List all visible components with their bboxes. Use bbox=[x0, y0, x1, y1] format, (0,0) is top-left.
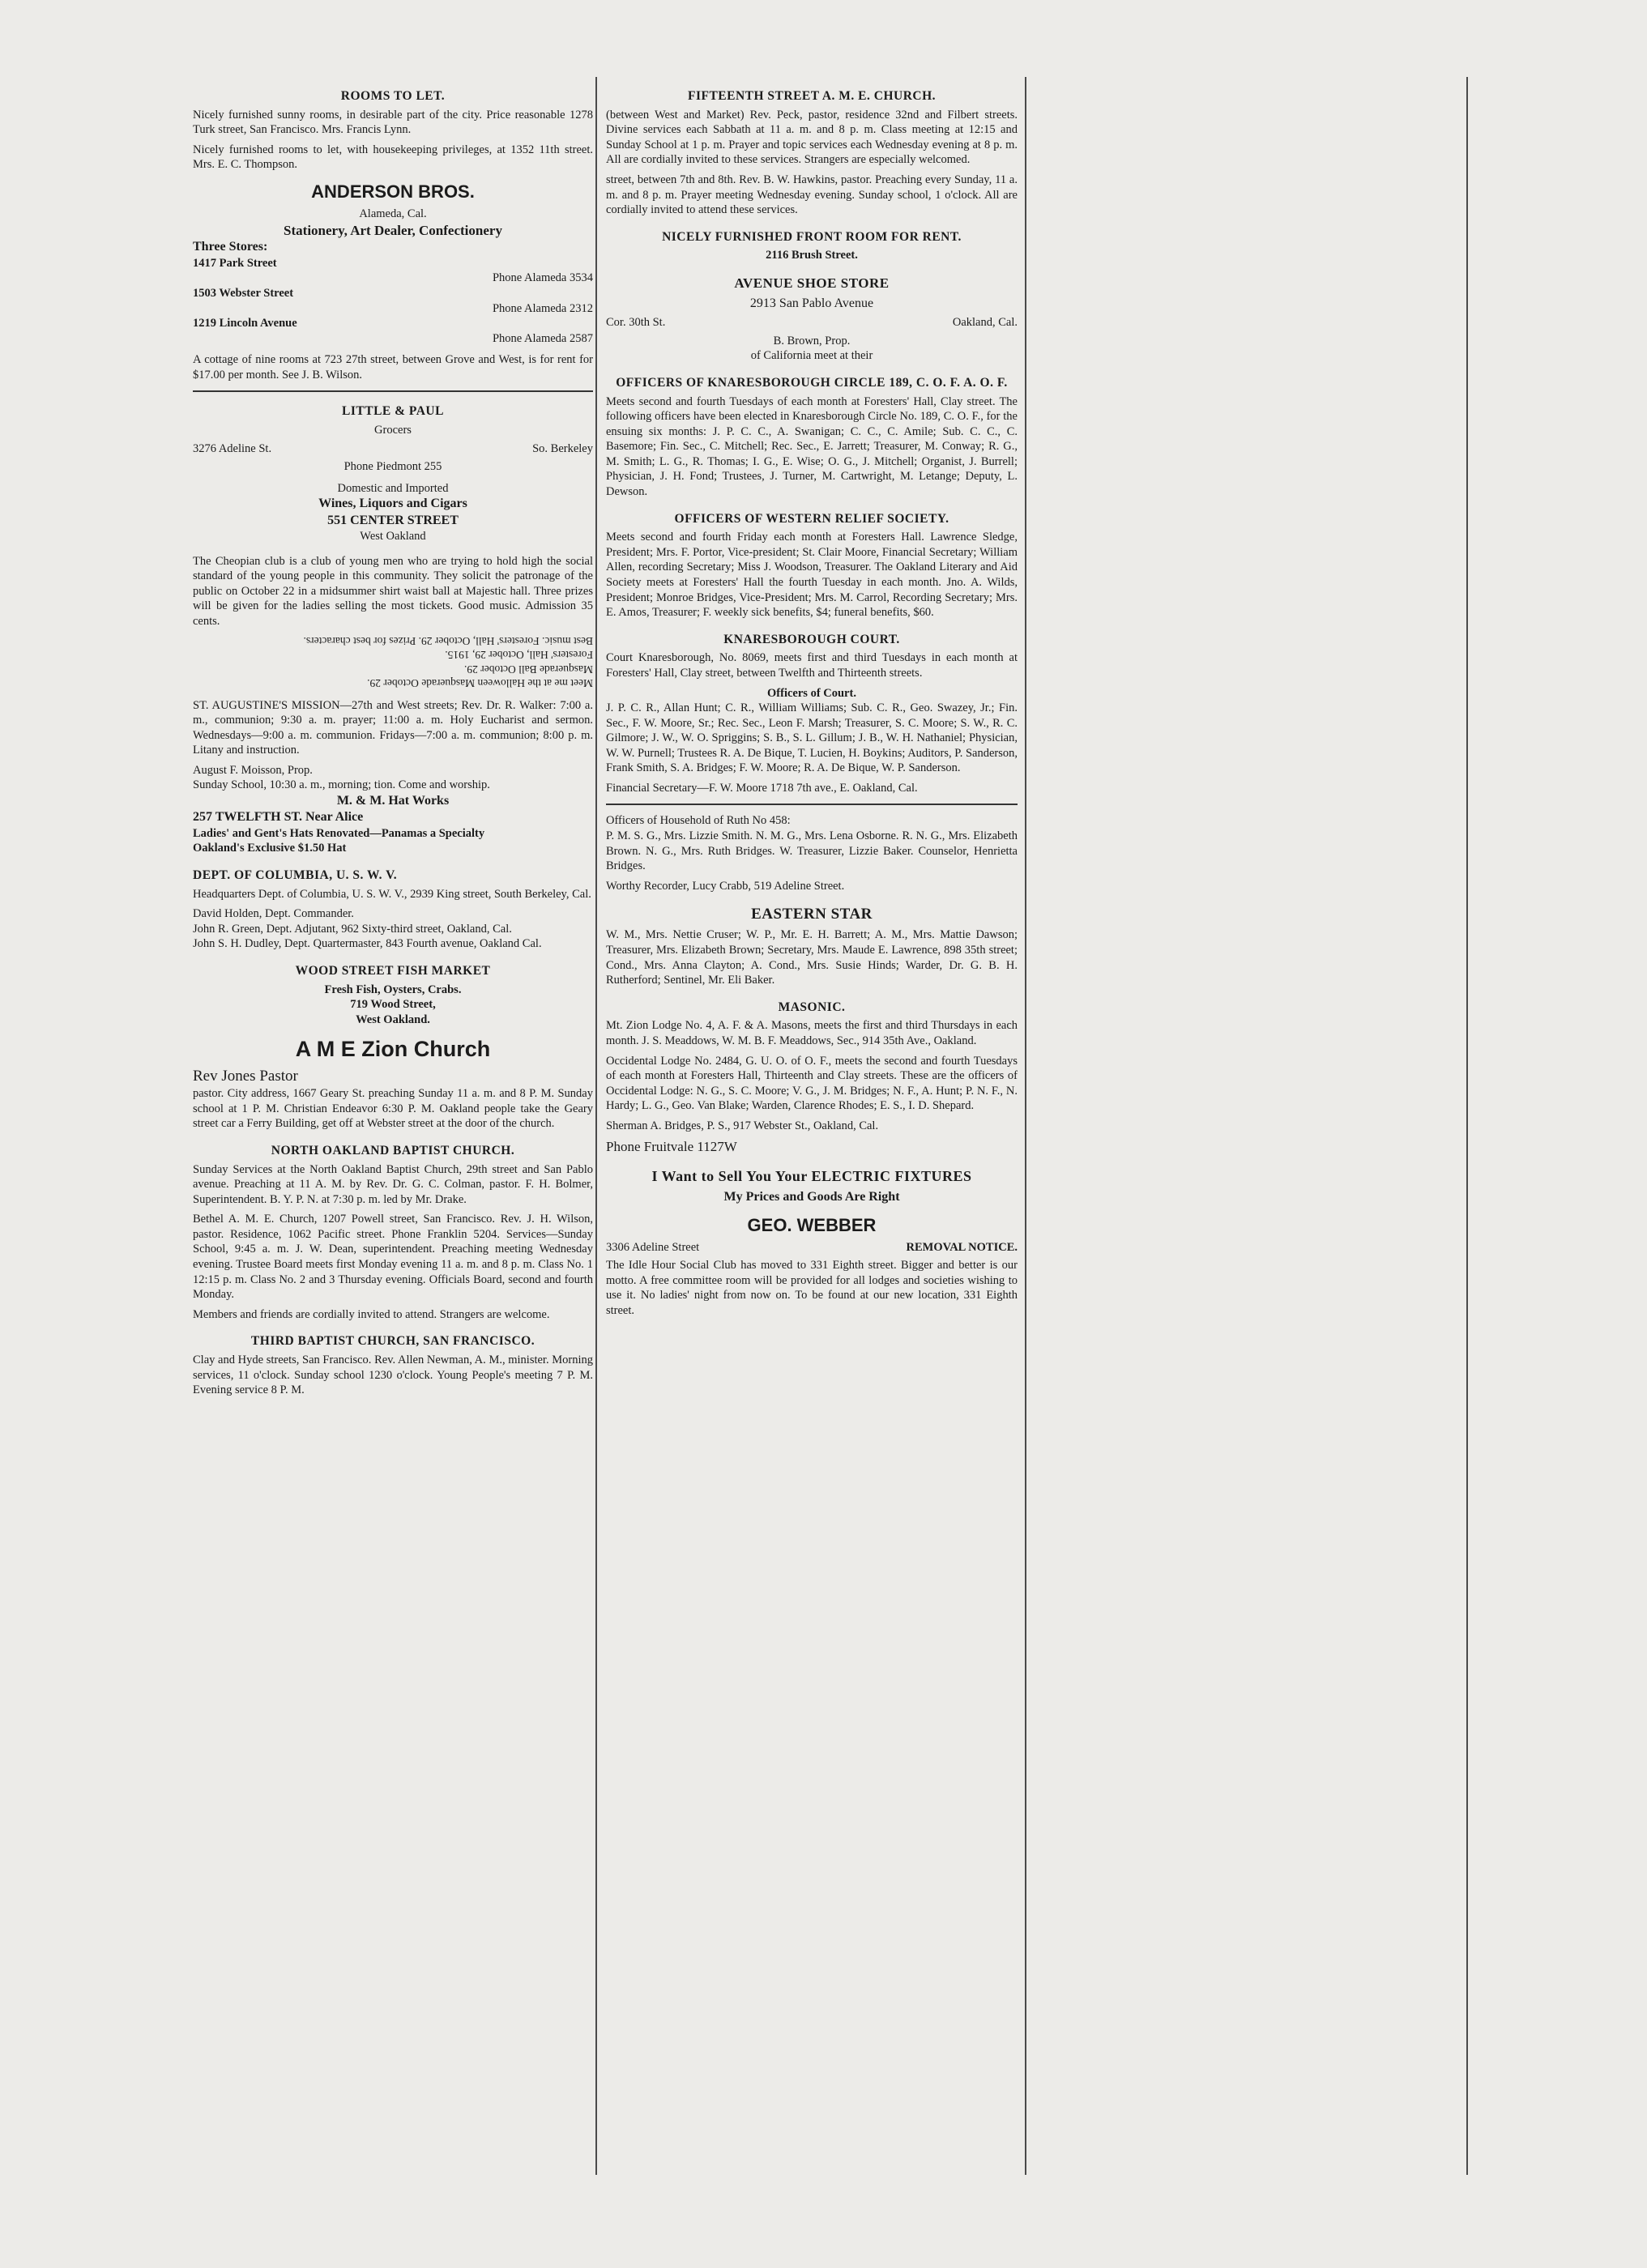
hawkins-text: street, between 7th and 8th. Rev. B. W. Hawkins, pastor. Preaching every Sunday, 11 a. m. and 8 p. m. Prayer meeting Wednesday evening. Sunday school, 1 o'clock. All are cordially invited to attend these services. bbox=[606, 173, 1018, 217]
ruth-list: P. M. S. G., Mrs. Lizzie Smith. N. M. G., Mrs. Lena Osborne. R. N. G., Mrs. Elizabeth Brown. N. G., Mrs. Ruth Bridges. W. Treasurer, Lizzie Baker. Counselor, Henrietta Bridges. bbox=[606, 829, 1018, 873]
masonic-text: Mt. Zion Lodge No. 4, A. F. & A. Masons, meets the first and third Thursdays in each month. J. S. Meaddows, W. M. B. F. Meaddows, Sec., 914 35th Ave., Oakland. bbox=[606, 1019, 1018, 1048]
anderson-title: ANDERSON BROS. bbox=[311, 181, 475, 202]
hats-address: 257 TWELFTH ST. Near Alice bbox=[193, 810, 364, 825]
ruth-title: Officers of Household of Ruth No 458: bbox=[606, 814, 791, 828]
three-stores: Three Stores: bbox=[193, 240, 268, 254]
idle-hour-text: The Idle Hour Social Club has moved to 331 Eighth street. Bigger and better is our motto. A free committee room will be provided for all lodges and societies wishing to use it. No ladies' night from now on. To be found at our new location, 331 Eighth street. bbox=[606, 1259, 1018, 1317]
nicely-title: NICELY FURNISHED FRONT ROOM FOR RENT. bbox=[662, 229, 962, 244]
cottage-ad: A cottage of nine rooms at 723 27th street, between Grove and West, is for rent for $17.00 per month. See J. B. Wilson. bbox=[193, 353, 593, 382]
third-text: Clay and Hyde streets, San Francisco. Rev. Allen Newman, A. M., minister. Morning services, 11 o'clock. Sunday school 1230 o'clock. Young People's meeting 7 P. M. Evening service 8 P. M. bbox=[193, 1354, 593, 1397]
webber-address: 3306 Adeline Street bbox=[606, 1240, 700, 1254]
fish-addr: 719 Wood Street, bbox=[350, 998, 436, 1012]
want-sub: My Prices and Goods Are Right bbox=[723, 1190, 900, 1204]
store-address: 1503 Webster Street bbox=[193, 287, 294, 301]
anderson-desc: Stationery, Art Dealer, Confectionery bbox=[284, 222, 502, 238]
fifteenth-text: (between West and Market) Rev. Peck, pastor, residence 32nd and Filbert streets. Divine services each Sabbath at 11 a. m. and 8 p. m. Class meeting at 12:15 and Sunday School at 1 p. m. Prayer and topic services each Wednesday evening at 8 p. m. All are cordially invited to these services. Strangers are especially welcomed. bbox=[606, 108, 1018, 167]
baptist-text: Sunday Services at the North Oakland Baptist Church, 29th street and San Pablo avenue. Preaching at 11 A. M. by Rev. Dr. G. C. Colman, pastor. F. H. Bolmer, Superintendent. B. Y. P. N. at 7:30 p. m. led by Mr. Drake. bbox=[193, 1162, 593, 1206]
holden: David Holden, Dept. Commander. bbox=[193, 907, 354, 921]
wines: Wines, Liquors and Cigars bbox=[318, 497, 467, 511]
third-title: THIRD BAPTIST CHURCH, SAN FRANCISCO. bbox=[250, 1334, 535, 1349]
little-paul-city: So. Berkeley bbox=[532, 441, 593, 455]
store-address: 1417 Park Street bbox=[193, 256, 277, 270]
rooms-ad: Nicely furnished sunny rooms, in desirable part of the city. Price reasonable 1278 Turk street, San Francisco. Mrs. Francis Lynn. bbox=[193, 108, 593, 137]
court-text: Court Knaresborough, No. 8069, meets first and third Tuesdays in each month at Foresters' Hall, Clay street, between Twelfth and Thirteenth streets. bbox=[606, 651, 1018, 680]
shoe-cor: Cor. 30th St. bbox=[606, 316, 666, 330]
shoe-prop: B. Brown, Prop. bbox=[773, 334, 851, 347]
center-street: 551 CENTER STREET bbox=[327, 513, 459, 527]
rooms-ad: Nicely furnished rooms to let, with housekeeping privileges, at 1352 11th street. Mrs. E. C. Thompson. bbox=[193, 143, 593, 172]
store-phone: Phone Alameda 2312 bbox=[492, 301, 593, 315]
hats-text: Ladies' and Gent's Hats Renovated—Panamas a Specialty bbox=[193, 826, 485, 840]
little-paul-title: LITTLE & PAUL bbox=[342, 404, 444, 419]
court-title: KNARESBOROUGH COURT. bbox=[723, 632, 900, 646]
members-text: Members and friends are cordially invited to attend. Strangers are welcome. bbox=[193, 1307, 550, 1321]
rotated-line: Masquerade Ball October 29. bbox=[464, 663, 593, 676]
bethel-text: Bethel A. M. E. Church, 1207 Powell street, San Francisco. Rev. J. H. Wilson, pastor. Residence, 1062 Pacific street. Phone Franklin 5204. Services—Sunday School, 9:45 a. m. J. W. Dean, superintendent. Preaching meeting Wednesday evening. Trustee Board meets first Monday evening 11 a. m. and 8 p. m. Class No. 1 12:15 p. m. Class No. 2 and 3 Thursday evening. Officials Board, second and fourth Monday. bbox=[193, 1213, 593, 1302]
store-address: 1219 Lincoln Avenue bbox=[193, 317, 297, 330]
shoe-city: Oakland, Cal. bbox=[952, 316, 1018, 330]
rotated-line: Best music. Foresters' Hall, October 29. Prizes for best characters. bbox=[303, 634, 593, 647]
little-paul-sub: Grocers bbox=[374, 424, 412, 437]
zion-text: pastor. City address, 1667 Geary St. preaching Sunday 11 a. m. and 8 P. M. Sunday school at 1 P. M. Christian Endeavor 6:30 P. M. Oakland people take the Geary street car a Ferry Building, get off at Webster street at the door of the church. bbox=[193, 1087, 593, 1131]
court-list: J. P. C. R., Allan Hunt; C. R., William Williams; Sub. C. R., Geo. Swazey, Jr.; Fin. Sec., F. W. Moore, Sr.; Rec. Sec., Leon F. Marsh; Treasurer, S. C. Moore; S. W., R. C. Gilmore; J. W., W. O. Spriggins; S. B., S. L. Gillum; J. B., W. H. Nathaniel; Physician, W. W. Purnell; Trustees R. A. De Bique, T. Lucien, H. Boykins; Auditors, P. Sanderson, Frank Smith, S. A. Bridges; F. W. Moore; R. A. De Bique, W. P. Sanderson. bbox=[606, 701, 1018, 775]
domestic: Domestic and Imported bbox=[337, 481, 449, 495]
rotated-line: Foresters' Hall, October 29, 1915. bbox=[445, 649, 593, 662]
officers-title: OFFICERS OF KNARESBOROUGH CIRCLE 189, C. O. F. A. O. F. bbox=[616, 375, 1008, 390]
court-officers: Officers of Court. bbox=[767, 686, 856, 700]
webber-name: GEO. WEBBER bbox=[747, 1214, 877, 1235]
removal-notice: REMOVAL NOTICE. bbox=[906, 1240, 1018, 1254]
rotated-line: Meet me at the Halloween Masquerade October 29. bbox=[367, 676, 593, 689]
financial-sec: Financial Secretary—F. W. Moore 1718 7th ave., E. Oakland, Cal. bbox=[606, 781, 918, 795]
store-phone: Phone Alameda 3534 bbox=[492, 271, 593, 285]
little-paul-phone: Phone Piedmont 255 bbox=[343, 460, 442, 474]
eastern-text: W. M., Mrs. Nettie Cruser; W. P., Mr. E. H. Barrett; A. M., Mrs. Mattie Dawson; Treasurer, Mrs. Elizabeth Brown; Secretary, Mrs. Maude E. Lawrence, 898 35th street; Cond., Mrs. Anna Clayton; A. Cond., Mrs. Susie Hinds; Warder, Dr. G. B. H. Rutherford; Sentinel, Mr. Eli Baker. bbox=[606, 928, 1018, 987]
shoe-sub: of California meet at their bbox=[750, 349, 873, 363]
zion-title: A M E Zion Church bbox=[295, 1037, 491, 1062]
dept-title: DEPT. OF COLUMBIA, U. S. W. V. bbox=[193, 868, 398, 882]
baptist-title: NORTH OAKLAND BAPTIST CHURCH. bbox=[271, 1143, 515, 1157]
eastern-title: EASTERN STAR bbox=[751, 906, 873, 923]
fish-city: West Oakland. bbox=[356, 1013, 430, 1026]
green: John R. Green, Dept. Adjutant, 962 Sixty-third street, Oakland, Cal. bbox=[193, 922, 512, 936]
nicely-address: 2116 Brush Street. bbox=[766, 249, 858, 262]
moisson: August F. Moisson, Prop. bbox=[193, 763, 313, 777]
hats-exclusive: Oakland's Exclusive $1.50 Hat bbox=[193, 842, 347, 855]
dudley: John S. H. Dudley, Dept. Quartermaster, 843 Fourth avenue, Oakland Cal. bbox=[193, 937, 542, 951]
hats-title: M. & M. Hat Works bbox=[336, 793, 450, 808]
sherman-text: Sherman A. Bridges, P. S., 917 Webster St., Oakland, Cal. bbox=[606, 1119, 879, 1132]
western-text: Meets second and fourth Friday each month at Foresters Hall. Lawrence Sledge, President; Mrs. F. Portor, Vice-president; St. Clair Moore, Financial Secretary; William Allen, recording Secretary; Miss J. Woodson, Treasurer. The Oakland Literary and Aid Society meets at Foresters' Hall the fourth Tuesday in each month. Jno. A. Wilds, President; Monroe Bridges, Vice-President; Mrs. M. Carrol, Recording Secretary; Mrs. E. Amos, Treasurer; F. weekly sick benefits, $4; funeral benefits, $60. bbox=[606, 531, 1018, 620]
dept-text: Headquarters Dept. of Columbia, U. S. W. V., 2939 King street, South Berkeley, Cal. bbox=[193, 887, 591, 901]
fish-sub: Fresh Fish, Oysters, Crabs. bbox=[324, 983, 462, 996]
phone-fruitvale: Phone Fruitvale 1127W bbox=[606, 1139, 737, 1155]
fish-title: WOOD STREET FISH MARKET bbox=[295, 963, 491, 978]
rooms-heading: ROOMS TO LET. bbox=[340, 89, 446, 103]
zion-pastor: Rev Jones Pastor bbox=[193, 1067, 298, 1085]
western-title: OFFICERS OF WESTERN RELIEF SOCIETY. bbox=[674, 511, 949, 526]
shoe-title: AVENUE SHOE STORE bbox=[734, 275, 890, 292]
fifteenth-title: FIFTEENTH STREET A. M. E. CHURCH. bbox=[687, 89, 937, 103]
worthy-recorder: Worthy Recorder, Lucy Crabb, 519 Adeline Street. bbox=[606, 879, 845, 893]
masonic-title: MASONIC. bbox=[778, 1000, 846, 1014]
occidental-text: Occidental Lodge No. 2484, G. U. O. of O. F., meets the second and fourth Tuesdays of each month at Foresters Hall, Thirteenth and Clay streets. These are the officers of Occidental Lodge: N. G., S. C. Moore; V. G., J. M. Bridges; N. F., A. Hunt; P. N. F., N. Hardy; L. G., Geo. Van Blake; Warden, Clarence Rhodes; E. S., I. D. Shepard. bbox=[606, 1054, 1018, 1113]
cheopian-notice: The Cheopian club is a club of young men who are trying to hold high the social standard of the young people in this community. They solicit the patronage of the public on October 22 in a midsummer shirt waist ball at Majestic hall. Three prizes will be given for the ladies selling the most tickets. Good music. Admission 35 cents. bbox=[193, 554, 593, 628]
west-oakland: West Oakland bbox=[360, 530, 426, 544]
anderson-sub: Alameda, Cal. bbox=[359, 207, 427, 221]
st-augustine-notice: ST. AUGUSTINE'S MISSION—27th and West streets; Rev. Dr. R. Walker: 7:00 a. m., communion; 9:30 a. m. prayer; 11:00 a. m. Holy Eucharist and sermon. Wednesdays—9:00 a. m. communion. Fridays—7:00 a. m. communion; 8:00 p. m. Litany and instruction. bbox=[193, 698, 593, 757]
want-title: I Want to Sell You Your ELECTRIC FIXTURES bbox=[651, 1168, 972, 1185]
officers-text: Meets second and fourth Tuesdays of each month at Foresters' Hall, Clay street. The following officers have been elected in Knaresborough Circle No. 189, C. O. F., for the ensuing six months: J. P. C. C., A. Swanigan; C. C., C. Amile; Sub. C. C., C. Basemore; Fin. Sec., C. Mitchell; Rec. Sec., E. Jarrett; Treasurer, M. Conway; R. G., M. Smith; L. G., R. Thomas; I. G., E. Wise; O. G., J. Mitchell; Organist, J. Burrell; Physician, J. H. Fond; Trustees, J. Turner, M. Cartwright, M. Letange; Deputy, L. Dewson. bbox=[606, 394, 1018, 498]
store-phone: Phone Alameda 2587 bbox=[492, 331, 593, 345]
little-paul-address: 3276 Adeline St. bbox=[193, 441, 272, 455]
shoe-address: 2913 San Pablo Avenue bbox=[749, 296, 874, 310]
moisson-sub: Sunday School, 10:30 a. m., morning; tion. Come and worship. bbox=[193, 778, 490, 792]
